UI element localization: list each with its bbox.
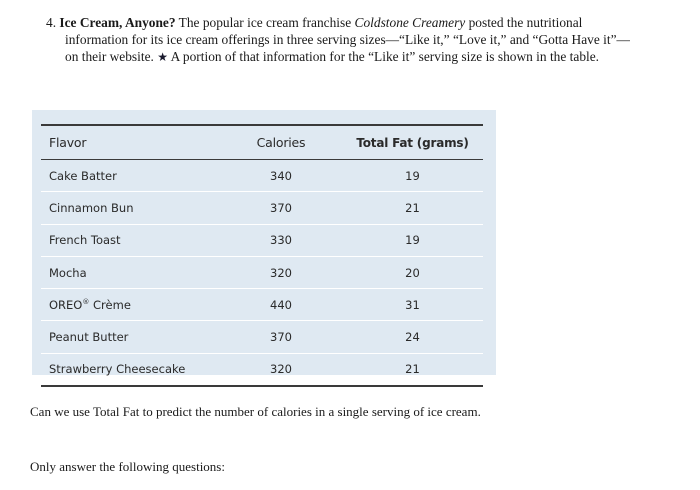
problem-line-1 <box>46 14 676 31</box>
flavor-cell: French Toast <box>41 224 220 256</box>
table-row <box>41 224 483 256</box>
flavor-cell <box>41 289 220 321</box>
flavor-cell: Cake Batter <box>41 160 220 192</box>
problem-heading: Ice Cream, Anyone? <box>59 15 176 30</box>
question-text: Can we use Total Fat to predict the number of calories in a single serving of ice cream. <box>30 404 481 419</box>
registered-mark: ® <box>82 298 90 306</box>
table-row <box>41 256 483 288</box>
table-row <box>41 160 483 192</box>
star-icon: ★ <box>157 50 169 64</box>
calories-cell: 370 <box>220 321 342 353</box>
column-header-calories: Calories <box>256 135 306 150</box>
column-header-flavor: Flavor <box>49 135 87 150</box>
problem-statement <box>46 14 676 66</box>
flavor-name: OREO <box>49 297 83 312</box>
table-row <box>41 353 483 386</box>
flavor-cell: Strawberry Cheesecake <box>41 353 220 386</box>
table-header-row <box>41 125 483 160</box>
problem-line-2: information for its ice cream offerings in three serving sizes—“Like it,” “Love it,” and “Gotta Have it”— <box>65 32 630 47</box>
brand-name: Coldstone Creamery <box>354 15 466 30</box>
flavor-suffix: Crème <box>89 297 131 312</box>
problem-number: 4. <box>46 15 57 30</box>
nutrition-table-panel <box>32 110 496 375</box>
problem-text: on their website. <box>65 49 154 64</box>
problem-text: A portion of that information for the “Like it” serving size is shown in the table. <box>168 49 600 64</box>
instruction-text: Only answer the following questions: <box>30 459 225 474</box>
fat-cell: 31 <box>342 289 483 321</box>
flavor-cell: Peanut Butter <box>41 321 220 353</box>
table-row <box>41 321 483 353</box>
fat-cell: 19 <box>342 160 483 192</box>
table-row <box>41 192 483 224</box>
fat-cell: 21 <box>342 192 483 224</box>
calories-cell: 340 <box>220 160 342 192</box>
nutrition-table <box>41 124 483 387</box>
fat-cell: 24 <box>342 321 483 353</box>
flavor-cell: Cinnamon Bun <box>41 192 220 224</box>
calories-cell: 320 <box>220 256 342 288</box>
problem-line-3 <box>46 48 676 66</box>
calories-cell: 370 <box>220 192 342 224</box>
fat-cell: 21 <box>342 353 483 386</box>
fat-cell: 19 <box>342 224 483 256</box>
table-row <box>41 289 483 321</box>
calories-cell: 330 <box>220 224 342 256</box>
problem-text: posted the nutritional <box>465 15 583 30</box>
calories-cell: 440 <box>220 289 342 321</box>
flavor-cell: Mocha <box>41 256 220 288</box>
calories-cell: 320 <box>220 353 342 386</box>
fat-cell: 20 <box>342 256 483 288</box>
problem-text: The popular ice cream franchise <box>175 15 355 30</box>
column-header-total-fat: Total Fat (grams) <box>356 135 469 150</box>
